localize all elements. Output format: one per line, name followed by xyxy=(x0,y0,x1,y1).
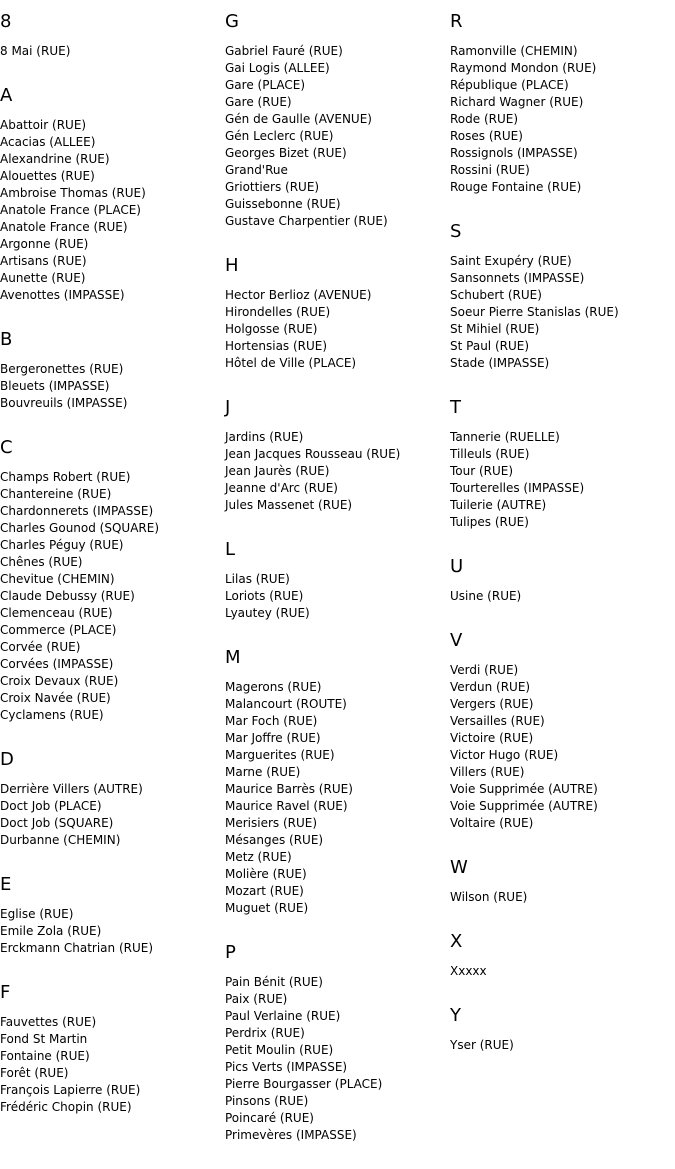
street-link[interactable]: Maurice Ravel (RUE) xyxy=(225,799,348,813)
letter-section xyxy=(0,85,225,304)
street-link[interactable]: Alexandrine (RUE) xyxy=(0,152,110,166)
section-letter-heading: E xyxy=(0,874,12,895)
street-link[interactable]: Merisiers (RUE) xyxy=(225,816,318,830)
street-link[interactable]: Roses (RUE) xyxy=(450,129,523,143)
street-link[interactable]: Guissebonne (RUE) xyxy=(225,197,341,211)
section-letter-heading: C xyxy=(0,437,13,458)
street-list xyxy=(225,287,450,372)
section-letter-heading: V xyxy=(450,630,463,651)
letter-section xyxy=(225,397,450,514)
letter-section xyxy=(225,539,450,622)
street-link[interactable]: Fontaine (RUE) xyxy=(0,1049,90,1063)
section-letter-heading: B xyxy=(0,329,13,350)
street-link[interactable]: Lilas (RUE) xyxy=(225,572,290,586)
section-letter-heading: X xyxy=(450,931,463,952)
letter-section xyxy=(0,329,225,412)
street-link[interactable]: Verdi (RUE) xyxy=(450,663,519,677)
street-link[interactable]: Hector Berlioz (AVENUE) xyxy=(225,288,372,302)
street-link[interactable]: Lyautey (RUE) xyxy=(225,606,310,620)
street-link[interactable]: Jules Massenet (RUE) xyxy=(225,498,353,512)
street-link[interactable]: Tilleuls (RUE) xyxy=(450,447,530,461)
street-link[interactable]: Tourterelles (IMPASSE) xyxy=(450,481,585,495)
street-link[interactable]: Chardonnerets (IMPASSE) xyxy=(0,504,154,518)
street-link[interactable]: Claude Debussy (RUE) xyxy=(0,589,135,603)
street-link[interactable]: Paix (RUE) xyxy=(225,992,288,1006)
section-letter-heading: J xyxy=(225,397,231,418)
street-link[interactable]: Schubert (RUE) xyxy=(450,288,542,302)
street-column-1 xyxy=(0,11,225,1141)
street-link[interactable]: Clemenceau (RUE) xyxy=(0,606,113,620)
street-link[interactable]: Emile Zola (RUE) xyxy=(0,924,102,938)
street-link[interactable]: Gustave Charpentier (RUE) xyxy=(225,214,388,228)
street-link[interactable]: Maurice Barrès (RUE) xyxy=(225,782,353,796)
street-link[interactable]: Chênes (RUE) xyxy=(0,555,83,569)
street-link[interactable]: Artisans (RUE) xyxy=(0,254,87,268)
letter-section xyxy=(225,255,450,372)
street-link[interactable]: Alouettes (RUE) xyxy=(0,169,95,183)
street-link[interactable]: Loriots (RUE) xyxy=(225,589,304,603)
letter-section xyxy=(450,857,675,906)
street-link[interactable]: Versailles (RUE) xyxy=(450,714,545,728)
street-link[interactable]: Soeur Pierre Stanislas (RUE) xyxy=(450,305,619,319)
letter-section xyxy=(225,11,450,230)
letter-section xyxy=(450,221,675,372)
street-link[interactable]: Jean Jacques Rousseau (RUE) xyxy=(225,447,401,461)
street-link[interactable]: Pierre Bourgasser (PLACE) xyxy=(225,1077,383,1091)
street-link[interactable]: Doct Job (PLACE) xyxy=(0,799,102,813)
street-link[interactable]: Usine (RUE) xyxy=(450,589,522,603)
street-list xyxy=(0,117,225,304)
street-link[interactable]: Georges Bizet (RUE) xyxy=(225,146,347,160)
section-letter-heading: P xyxy=(225,942,236,963)
street-list xyxy=(450,662,675,832)
street-link[interactable]: Anatole France (RUE) xyxy=(0,220,128,234)
section-letter-heading: S xyxy=(450,221,462,242)
street-link[interactable]: St Mihiel (RUE) xyxy=(450,322,540,336)
letter-section xyxy=(450,630,675,832)
street-link[interactable]: Malancourt (ROUTE) xyxy=(225,697,347,711)
street-link[interactable]: Pics Verts (IMPASSE) xyxy=(225,1060,348,1074)
street-list xyxy=(450,43,675,196)
street-link[interactable]: Hôtel de Ville (PLACE) xyxy=(225,356,357,370)
letter-section xyxy=(225,647,450,917)
street-list xyxy=(450,253,675,372)
street-link[interactable]: Muguet (RUE) xyxy=(225,901,309,915)
street-link[interactable]: Rouge Fontaine (RUE) xyxy=(450,180,582,194)
street-link[interactable]: Croix Navée (RUE) xyxy=(0,691,111,705)
street-link[interactable]: Jardins (RUE) xyxy=(225,430,304,444)
street-link[interactable]: Bouvreuils (IMPASSE) xyxy=(0,396,128,410)
street-link[interactable]: Holgosse (RUE) xyxy=(225,322,318,336)
section-letter-heading: 8 xyxy=(0,11,12,32)
street-list xyxy=(0,43,225,60)
letter-section xyxy=(0,749,225,849)
street-list xyxy=(450,889,675,906)
letter-section xyxy=(450,397,675,531)
letter-section xyxy=(0,982,225,1116)
street-link[interactable]: Charles Gounod (SQUARE) xyxy=(0,521,160,535)
street-link[interactable]: Mésanges (RUE) xyxy=(225,833,324,847)
street-link[interactable]: Marne (RUE) xyxy=(225,765,301,779)
street-link[interactable]: Bleuets (IMPASSE) xyxy=(0,379,110,393)
street-link[interactable]: Ramonville (CHEMIN) xyxy=(450,44,578,58)
street-link[interactable]: Voie Supprimée (AUTRE) xyxy=(450,799,598,813)
street-link[interactable]: Croix Devaux (RUE) xyxy=(0,674,119,688)
street-link[interactable]: Petit Moulin (RUE) xyxy=(225,1043,334,1057)
street-link[interactable]: Wilson (RUE) xyxy=(450,890,528,904)
street-link[interactable]: Vergers (RUE) xyxy=(450,697,534,711)
street-link[interactable]: Voltaire (RUE) xyxy=(450,816,534,830)
letter-section xyxy=(450,556,675,605)
section-letter-heading: F xyxy=(0,982,11,1003)
street-list xyxy=(225,43,450,230)
section-letter-heading: G xyxy=(225,11,239,32)
street-list xyxy=(225,571,450,622)
street-link[interactable]: Rossini (RUE) xyxy=(450,163,530,177)
street-link[interactable]: Yser (RUE) xyxy=(450,1038,514,1052)
street-link[interactable]: Gare (RUE) xyxy=(225,95,292,109)
street-link[interactable]: Aunette (RUE) xyxy=(0,271,86,285)
street-link[interactable]: Gabriel Fauré (RUE) xyxy=(225,44,343,58)
street-link[interactable]: Chevitue (CHEMIN) xyxy=(0,572,115,586)
street-list xyxy=(0,361,225,412)
street-link[interactable]: Abattoir (RUE) xyxy=(0,118,87,132)
street-list xyxy=(450,963,675,980)
street-list xyxy=(225,974,450,1144)
street-link[interactable]: Tuilerie (AUTRE) xyxy=(450,498,547,512)
letter-section xyxy=(450,931,675,980)
street-link[interactable]: Anatole France (PLACE) xyxy=(0,203,141,217)
street-link[interactable]: Tannerie (RUELLE) xyxy=(450,430,560,444)
street-link[interactable]: Champs Robert (RUE) xyxy=(0,470,131,484)
street-link[interactable]: Chantereine (RUE) xyxy=(0,487,112,501)
section-letter-heading: A xyxy=(0,85,13,106)
street-link[interactable]: Stade (IMPASSE) xyxy=(450,356,550,370)
street-link[interactable]: Raymond Mondon (RUE) xyxy=(450,61,597,75)
street-link[interactable]: Verdun (RUE) xyxy=(450,680,531,694)
street-link[interactable]: Perdrix (RUE) xyxy=(225,1026,305,1040)
street-link[interactable]: Villers (RUE) xyxy=(450,765,525,779)
street-link[interactable]: Gén de Gaulle (AVENUE) xyxy=(225,112,372,126)
section-letter-heading: M xyxy=(225,647,241,668)
street-link[interactable]: Corvée (RUE) xyxy=(0,640,81,654)
street-link[interactable]: Ambroise Thomas (RUE) xyxy=(0,186,146,200)
street-link[interactable]: Acacias (ALLEE) xyxy=(0,135,96,149)
section-letter-heading: D xyxy=(0,749,14,770)
street-link[interactable]: Fauvettes (RUE) xyxy=(0,1015,97,1029)
street-link[interactable]: Tulipes (RUE) xyxy=(450,515,529,529)
street-list xyxy=(0,1014,225,1116)
street-link[interactable]: Gare (PLACE) xyxy=(225,78,306,92)
street-link[interactable]: Argonne (RUE) xyxy=(0,237,89,251)
street-link[interactable]: Bergeronettes (RUE) xyxy=(0,362,124,376)
section-letter-heading: H xyxy=(225,255,239,276)
letter-section xyxy=(450,1005,675,1054)
letter-section xyxy=(450,11,675,196)
street-link[interactable]: Mar Foch (RUE) xyxy=(225,714,318,728)
street-link[interactable]: Sansonnets (IMPASSE) xyxy=(450,271,585,285)
street-link[interactable]: Frédéric Chopin (RUE) xyxy=(0,1100,132,1114)
street-link[interactable]: Magerons (RUE) xyxy=(225,680,322,694)
street-link[interactable]: François Lapierre (RUE) xyxy=(0,1083,141,1097)
street-link[interactable]: Durbanne (CHEMIN) xyxy=(0,833,121,847)
street-link[interactable]: Gén Leclerc (RUE) xyxy=(225,129,334,143)
street-link[interactable]: Rode (RUE) xyxy=(450,112,519,126)
street-link[interactable]: Corvées (IMPASSE) xyxy=(0,657,114,671)
street-link[interactable]: Avenottes (IMPASSE) xyxy=(0,288,125,302)
street-link[interactable]: Commerce (PLACE) xyxy=(0,623,117,637)
street-link[interactable]: Erckmann Chatrian (RUE) xyxy=(0,941,154,955)
street-link[interactable]: Primevères (IMPASSE) xyxy=(225,1128,357,1142)
letter-section xyxy=(0,437,225,724)
street-link[interactable]: Griottiers (RUE) xyxy=(225,180,320,194)
street-link[interactable]: Paul Verlaine (RUE) xyxy=(225,1009,341,1023)
street-list xyxy=(0,469,225,724)
street-link[interactable]: Doct Job (SQUARE) xyxy=(0,816,114,830)
street-link[interactable]: Voie Supprimée (AUTRE) xyxy=(450,782,598,796)
street-link[interactable]: Gai Logis (ALLEE) xyxy=(225,61,330,75)
street-link[interactable]: Grand'Rue xyxy=(225,163,288,177)
street-list xyxy=(450,429,675,531)
street-link[interactable]: Saint Exupéry (RUE) xyxy=(450,254,572,268)
street-link[interactable]: Mozart (RUE) xyxy=(225,884,304,898)
street-link[interactable]: Pain Bénit (RUE) xyxy=(225,975,323,989)
street-link[interactable]: Charles Péguy (RUE) xyxy=(0,538,124,552)
street-list xyxy=(450,1037,675,1054)
street-list xyxy=(0,906,225,957)
street-link[interactable]: Victoire (RUE) xyxy=(450,731,534,745)
street-link[interactable]: Mar Joffre (RUE) xyxy=(225,731,321,745)
street-link[interactable]: Molière (RUE) xyxy=(225,867,307,881)
street-link[interactable]: Cyclamens (RUE) xyxy=(0,708,104,722)
street-link[interactable]: Metz (RUE) xyxy=(225,850,292,864)
street-list xyxy=(0,781,225,849)
section-letter-heading: U xyxy=(450,556,464,577)
street-link[interactable]: Rossignols (IMPASSE) xyxy=(450,146,578,160)
street-link[interactable]: Richard Wagner (RUE) xyxy=(450,95,584,109)
street-list xyxy=(225,429,450,514)
section-letter-heading: Y xyxy=(450,1005,461,1026)
letter-section xyxy=(225,942,450,1144)
letter-section xyxy=(0,874,225,957)
street-link[interactable]: Tour (RUE) xyxy=(450,464,514,478)
street-link[interactable]: Poincaré (RUE) xyxy=(225,1111,314,1125)
street-link[interactable]: Jean Jaurès (RUE) xyxy=(225,464,330,478)
street-link[interactable]: Jeanne d'Arc (RUE) xyxy=(225,481,338,495)
street-list xyxy=(225,679,450,917)
section-letter-heading: W xyxy=(450,857,468,878)
street-link[interactable]: Pinsons (RUE) xyxy=(225,1094,309,1108)
street-link[interactable]: Derrière Villers (AUTRE) xyxy=(0,782,143,796)
section-letter-heading: R xyxy=(450,11,463,32)
street-link[interactable]: Eglise (RUE) xyxy=(0,907,74,921)
street-link[interactable]: 8 Mai (RUE) xyxy=(0,44,71,58)
street-link[interactable]: St Paul (RUE) xyxy=(450,339,530,353)
street-list xyxy=(450,588,675,605)
street-link[interactable]: Hirondelles (RUE) xyxy=(225,305,331,319)
section-letter-heading: L xyxy=(225,539,236,560)
street-link[interactable]: Victor Hugo (RUE) xyxy=(450,748,559,762)
street-column-2 xyxy=(225,11,450,1169)
street-column-3 xyxy=(450,11,675,1079)
street-link[interactable]: Fond St Martin xyxy=(0,1032,88,1046)
letter-section xyxy=(0,11,225,60)
street-link[interactable]: République (PLACE) xyxy=(450,78,569,92)
section-letter-heading: T xyxy=(450,397,461,418)
street-link[interactable]: Marguerites (RUE) xyxy=(225,748,335,762)
street-link[interactable]: Xxxxx xyxy=(450,964,487,978)
street-link[interactable]: Hortensias (RUE) xyxy=(225,339,328,353)
street-link[interactable]: Forêt (RUE) xyxy=(0,1066,69,1080)
